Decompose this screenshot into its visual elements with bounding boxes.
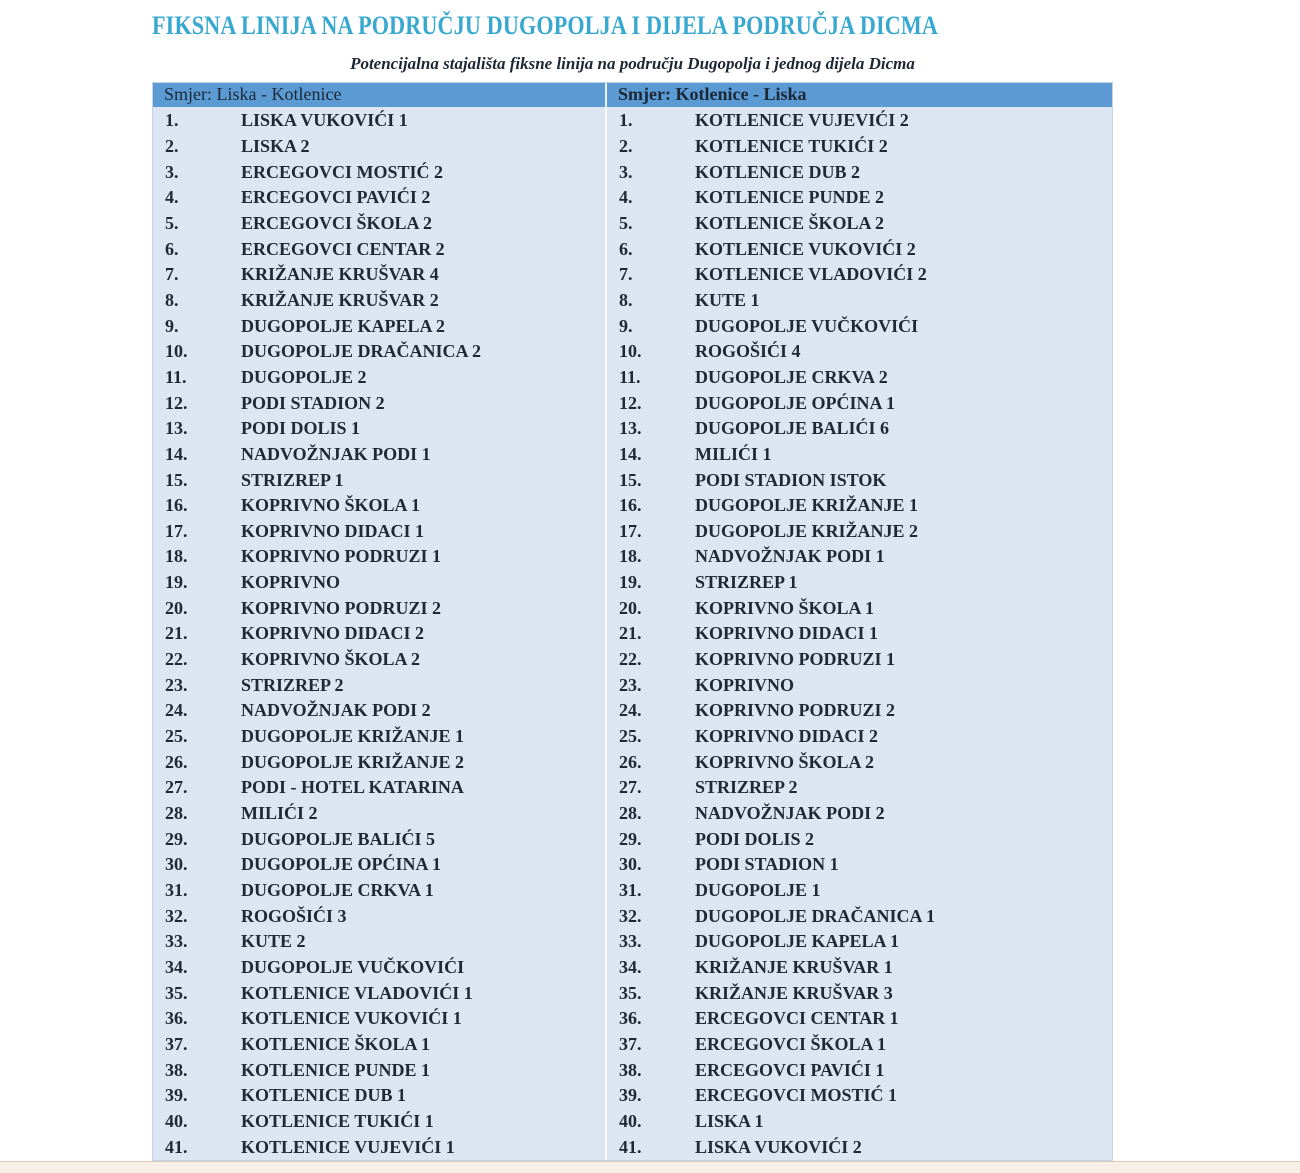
stop-name: PODI STADION 2 [241, 392, 385, 413]
stop-number: 26. [619, 751, 642, 772]
table-row [607, 826, 1112, 852]
table-row [607, 185, 1112, 211]
table-row [607, 159, 1112, 185]
stop-name: DUGOPOLJE 2 [241, 366, 367, 387]
stop-name: KUTE 2 [241, 931, 306, 952]
table-row [607, 570, 1112, 596]
stop-number: 9. [165, 315, 179, 336]
stop-number: 2. [619, 135, 633, 156]
stop-number: 6. [619, 238, 633, 259]
stop-number: 30. [165, 854, 188, 875]
table-row [607, 108, 1112, 134]
stop-name: KOTLENICE PUNDE 1 [241, 1059, 431, 1080]
stop-name: PODI STADION 1 [695, 854, 839, 875]
stop-name: DUGOPOLJE KAPELA 1 [695, 931, 900, 952]
stop-name: NADVOŽNJAK PODI 1 [695, 546, 885, 567]
stop-number: 34. [619, 956, 642, 977]
stop-number: 31. [619, 880, 642, 901]
table-row [607, 698, 1112, 724]
table-row [153, 1134, 605, 1160]
stop-number: 11. [165, 366, 187, 387]
table-row [607, 390, 1112, 416]
stop-number: 5. [619, 212, 633, 233]
stop-name: KOTLENICE VLADOVIĆI 1 [241, 982, 473, 1003]
stop-name: STRIZREP 2 [695, 777, 798, 798]
stop-name: ERCEGOVCI CENTAR 1 [695, 1008, 899, 1029]
stop-name: KOTLENICE VUJEVIĆI 2 [695, 110, 909, 131]
stop-name: KOPRIVNO PODRUZI 2 [695, 700, 896, 721]
table-row [607, 852, 1112, 878]
stop-number: 34. [165, 956, 188, 977]
stop-number: 8. [165, 289, 179, 310]
table-row [153, 211, 605, 237]
stop-number: 29. [619, 828, 642, 849]
stop-number: 28. [165, 803, 188, 824]
table-row [153, 108, 605, 134]
stop-name: KOTLENICE VLADOVIĆI 2 [695, 264, 927, 285]
stop-number: 12. [165, 392, 188, 413]
stop-number: 3. [165, 161, 179, 182]
stop-name: DUGOPOLJE CRKVA 2 [695, 366, 888, 387]
stop-name: KOTLENICE VUJEVIĆI 1 [241, 1136, 455, 1157]
stop-name: STRIZREP 2 [241, 674, 344, 695]
stop-number: 1. [619, 110, 633, 131]
table-row [607, 903, 1112, 929]
table-row [153, 493, 605, 519]
stop-name: PODI DOLIS 2 [695, 828, 815, 849]
stops-table [152, 82, 1113, 1161]
stop-name: KOPRIVNO DIDACI 1 [241, 520, 425, 541]
page-bottom-band [0, 1161, 1300, 1173]
table-row [607, 621, 1112, 647]
stop-number: 40. [165, 1110, 188, 1131]
stop-number: 20. [165, 597, 188, 618]
stop-number: 41. [619, 1136, 642, 1157]
stop-name: DUGOPOLJE VUČKOVIĆI [695, 315, 919, 336]
table-row [153, 826, 605, 852]
stop-name: KOPRIVNO DIDACI 2 [695, 726, 879, 747]
column-header-kotlenice-liska: Smjer: Kotlenice - Liska [605, 83, 1112, 107]
stop-name: DUGOPOLJE OPĆINA 1 [695, 392, 896, 413]
table-row [607, 749, 1112, 775]
table-row [607, 1109, 1112, 1135]
stop-name: LISKA VUKOVIĆI 1 [241, 110, 408, 131]
table-row [153, 621, 605, 647]
table-row [607, 1083, 1112, 1109]
table-row [607, 339, 1112, 365]
table-row [153, 724, 605, 750]
stop-number: 25. [619, 726, 642, 747]
stop-number: 22. [165, 649, 188, 670]
table-row [607, 775, 1112, 801]
stop-number: 5. [165, 212, 179, 233]
stop-number: 14. [165, 443, 188, 464]
stop-number: 14. [619, 443, 642, 464]
table-row [607, 672, 1112, 698]
table-row [153, 698, 605, 724]
stop-name: KOTLENICE ŠKOLA 2 [695, 212, 885, 233]
stops-table-body [153, 107, 1112, 1160]
table-row [607, 878, 1112, 904]
table-row [153, 288, 605, 314]
stop-name: KOTLENICE ŠKOLA 1 [241, 1033, 431, 1054]
stop-number: 18. [619, 546, 642, 567]
table-row [153, 134, 605, 160]
stop-name: DUGOPOLJE BALIĆI 6 [695, 418, 890, 439]
stop-number: 10. [619, 341, 642, 362]
stop-name: KOPRIVNO ŠKOLA 2 [241, 649, 421, 670]
table-row [153, 903, 605, 929]
stop-name: NADVOŽNJAK PODI 1 [241, 443, 431, 464]
stop-number: 39. [165, 1085, 188, 1106]
stop-name: LISKA 1 [695, 1110, 764, 1131]
stop-number: 13. [619, 418, 642, 439]
stop-number: 10. [165, 341, 188, 362]
stop-number: 24. [165, 700, 188, 721]
stop-number: 37. [619, 1033, 642, 1054]
stop-name: LISKA VUKOVIĆI 2 [695, 1136, 862, 1157]
stop-number: 25. [165, 726, 188, 747]
table-row [153, 775, 605, 801]
stop-name: ERCEGOVCI CENTAR 2 [241, 238, 445, 259]
stops-column-kotlenice-liska [605, 107, 1112, 1160]
table-row [153, 262, 605, 288]
table-row [607, 544, 1112, 570]
stop-number: 31. [165, 880, 188, 901]
stop-number: 33. [619, 931, 642, 952]
stop-name: ERCEGOVCI ŠKOLA 1 [695, 1033, 887, 1054]
stop-name: ERCEGOVCI PAVIĆI 2 [241, 187, 431, 208]
stop-name: DUGOPOLJE KRIŽANJE 2 [241, 751, 465, 772]
stop-name: KRIŽANJE KRUŠVAR 2 [241, 289, 439, 310]
stop-name: ERCEGOVCI MOSTIĆ 1 [695, 1085, 898, 1106]
table-row [607, 288, 1112, 314]
stop-number: 2. [165, 135, 179, 156]
stop-name: KOPRIVNO ŠKOLA 1 [241, 495, 421, 516]
stop-number: 21. [619, 623, 642, 644]
page-title: FIKSNA LINIJA NA PODRUČJU DUGOPOLJA I DIJELA PODRUČJA DICMA [152, 11, 939, 40]
stop-name: KRIŽANJE KRUŠVAR 1 [695, 956, 893, 977]
table-row [153, 1006, 605, 1032]
table-row [607, 929, 1112, 955]
stop-number: 16. [619, 495, 642, 516]
table-row [607, 955, 1112, 981]
stop-number: 7. [619, 264, 633, 285]
stop-number: 11. [619, 366, 641, 387]
table-row [153, 801, 605, 827]
stop-name: KOPRIVNO PODRUZI 1 [241, 546, 442, 567]
stops-table-header-row [153, 83, 1112, 107]
stop-number: 35. [619, 982, 642, 1003]
table-row [607, 801, 1112, 827]
stop-number: 38. [165, 1059, 188, 1080]
stop-name: DUGOPOLJE OPĆINA 1 [241, 854, 442, 875]
stop-number: 6. [165, 238, 179, 259]
stop-number: 41. [165, 1136, 188, 1157]
stop-number: 9. [619, 315, 633, 336]
table-row [607, 647, 1112, 673]
stop-name: DUGOPOLJE KRIŽANJE 2 [695, 520, 919, 541]
table-row [153, 1083, 605, 1109]
stop-number: 4. [619, 187, 633, 208]
stop-name: KOTLENICE VUKOVIĆI 1 [241, 1008, 462, 1029]
stop-name: DUGOPOLJE CRKVA 1 [241, 880, 434, 901]
table-row [153, 544, 605, 570]
stop-number: 33. [165, 931, 188, 952]
table-row [607, 236, 1112, 262]
table-row [607, 980, 1112, 1006]
stop-name: DUGOPOLJE VUČKOVIĆI [241, 956, 465, 977]
stop-name: ERCEGOVCI MOSTIĆ 2 [241, 161, 444, 182]
stop-name: KOTLENICE DUB 1 [241, 1085, 407, 1106]
stop-name: KOTLENICE DUB 2 [695, 161, 861, 182]
table-row [153, 672, 605, 698]
table-row [153, 1109, 605, 1135]
stop-name: PODI - HOTEL KATARINA [241, 777, 464, 798]
stop-number: 19. [165, 572, 188, 593]
stop-name: NADVOŽNJAK PODI 2 [241, 700, 431, 721]
stop-number: 38. [619, 1059, 642, 1080]
table-row [607, 1057, 1112, 1083]
stop-number: 1. [165, 110, 179, 131]
stop-name: ERCEGOVCI PAVIĆI 1 [695, 1059, 885, 1080]
table-row [153, 159, 605, 185]
stop-name: LISKA 2 [241, 135, 310, 156]
stop-number: 18. [165, 546, 188, 567]
stop-number: 23. [165, 674, 188, 695]
table-row [607, 519, 1112, 545]
stop-number: 3. [619, 161, 633, 182]
stop-number: 21. [165, 623, 188, 644]
stop-number: 26. [165, 751, 188, 772]
stop-number: 32. [165, 905, 188, 926]
stop-name: KOTLENICE TUKIĆI 1 [241, 1110, 434, 1131]
stop-number: 36. [165, 1008, 188, 1029]
table-row [607, 1032, 1112, 1058]
stop-number: 13. [165, 418, 188, 439]
stop-name: KRIŽANJE KRUŠVAR 4 [241, 264, 439, 285]
stop-name: KOPRIVNO ŠKOLA 2 [695, 751, 875, 772]
stop-name: KOPRIVNO DIDACI 1 [695, 623, 879, 644]
stop-number: 20. [619, 597, 642, 618]
stop-name: KOPRIVNO DIDACI 2 [241, 623, 425, 644]
stop-name: ERCEGOVCI ŠKOLA 2 [241, 212, 433, 233]
table-row [153, 185, 605, 211]
stop-name: MILIĆI 1 [695, 443, 772, 464]
stop-name: DUGOPOLJE 1 [695, 880, 821, 901]
table-row [607, 595, 1112, 621]
table-row [607, 493, 1112, 519]
stop-name: DUGOPOLJE DRAČANICA 1 [695, 905, 936, 926]
stop-name: KOPRIVNO PODRUZI 1 [695, 649, 896, 670]
stop-name: KOTLENICE VUKOVIĆI 2 [695, 238, 916, 259]
table-row [153, 980, 605, 1006]
stop-number: 29. [165, 828, 188, 849]
stop-name: NADVOŽNJAK PODI 2 [695, 803, 885, 824]
table-row [153, 1032, 605, 1058]
stop-name: DUGOPOLJE KRIŽANJE 1 [241, 726, 465, 747]
stop-number: 24. [619, 700, 642, 721]
stop-number: 40. [619, 1110, 642, 1131]
table-row [607, 313, 1112, 339]
table-row [153, 955, 605, 981]
stop-number: 7. [165, 264, 179, 285]
stop-number: 35. [165, 982, 188, 1003]
stop-number: 15. [619, 469, 642, 490]
table-row [607, 134, 1112, 160]
table-row [607, 416, 1112, 442]
stop-name: ROGOŠIĆI 4 [695, 341, 801, 362]
table-row [153, 236, 605, 262]
table-row [607, 262, 1112, 288]
table-row [153, 365, 605, 391]
stop-number: 12. [619, 392, 642, 413]
stops-column-liska-kotlenice [153, 107, 605, 1160]
table-row [153, 852, 605, 878]
stop-name: DUGOPOLJE DRAČANICA 2 [241, 341, 482, 362]
stop-name: DUGOPOLJE KAPELA 2 [241, 315, 446, 336]
table-row [153, 570, 605, 596]
table-row [153, 519, 605, 545]
stop-number: 17. [619, 520, 642, 541]
table-row [607, 467, 1112, 493]
stop-name: KRIŽANJE KRUŠVAR 3 [695, 982, 893, 1003]
stop-number: 28. [619, 803, 642, 824]
stop-number: 19. [619, 572, 642, 593]
page-subtitle: Potencijalna stajališta fiksne linija na području Dugopolja i jednog dijela Dicma [350, 54, 915, 73]
stop-number: 8. [619, 289, 633, 310]
table-row [607, 724, 1112, 750]
stop-name: KOTLENICE TUKIĆI 2 [695, 135, 888, 156]
stop-name: DUGOPOLJE KRIŽANJE 1 [695, 495, 919, 516]
stop-name: PODI STADION ISTOK [695, 469, 887, 490]
table-row [153, 416, 605, 442]
stop-name: DUGOPOLJE BALIĆI 5 [241, 828, 436, 849]
table-row [153, 467, 605, 493]
table-row [153, 1057, 605, 1083]
stop-name: STRIZREP 1 [695, 572, 798, 593]
table-row [153, 878, 605, 904]
stop-number: 4. [165, 187, 179, 208]
stop-name: KOPRIVNO [695, 674, 794, 695]
stop-name: PODI DOLIS 1 [241, 418, 361, 439]
stop-number: 23. [619, 674, 642, 695]
stop-number: 15. [165, 469, 188, 490]
table-row [607, 1006, 1112, 1032]
table-row [153, 647, 605, 673]
stop-name: KUTE 1 [695, 289, 760, 310]
table-row [153, 442, 605, 468]
table-row [153, 749, 605, 775]
stop-number: 32. [619, 905, 642, 926]
stop-name: ROGOŠIĆI 3 [241, 905, 347, 926]
table-row [153, 339, 605, 365]
stop-number: 22. [619, 649, 642, 670]
table-row [153, 390, 605, 416]
stop-name: KOPRIVNO [241, 572, 340, 593]
stop-name: MILIĆI 2 [241, 803, 318, 824]
stop-number: 39. [619, 1085, 642, 1106]
stop-number: 16. [165, 495, 188, 516]
stop-name: KOPRIVNO ŠKOLA 1 [695, 597, 875, 618]
stop-number: 27. [165, 777, 188, 798]
table-row [153, 595, 605, 621]
table-row [607, 365, 1112, 391]
table-row [153, 929, 605, 955]
table-row [607, 442, 1112, 468]
stop-number: 30. [619, 854, 642, 875]
table-row [607, 211, 1112, 237]
stop-number: 27. [619, 777, 642, 798]
stop-number: 36. [619, 1008, 642, 1029]
table-row [607, 1134, 1112, 1160]
stop-name: STRIZREP 1 [241, 469, 344, 490]
table-row [153, 313, 605, 339]
stop-number: 37. [165, 1033, 188, 1054]
stop-name: KOTLENICE PUNDE 2 [695, 187, 885, 208]
column-header-liska-kotlenice: Smjer: Liska - Kotlenice [164, 84, 342, 104]
stop-name: KOPRIVNO PODRUZI 2 [241, 597, 442, 618]
stop-number: 17. [165, 520, 188, 541]
